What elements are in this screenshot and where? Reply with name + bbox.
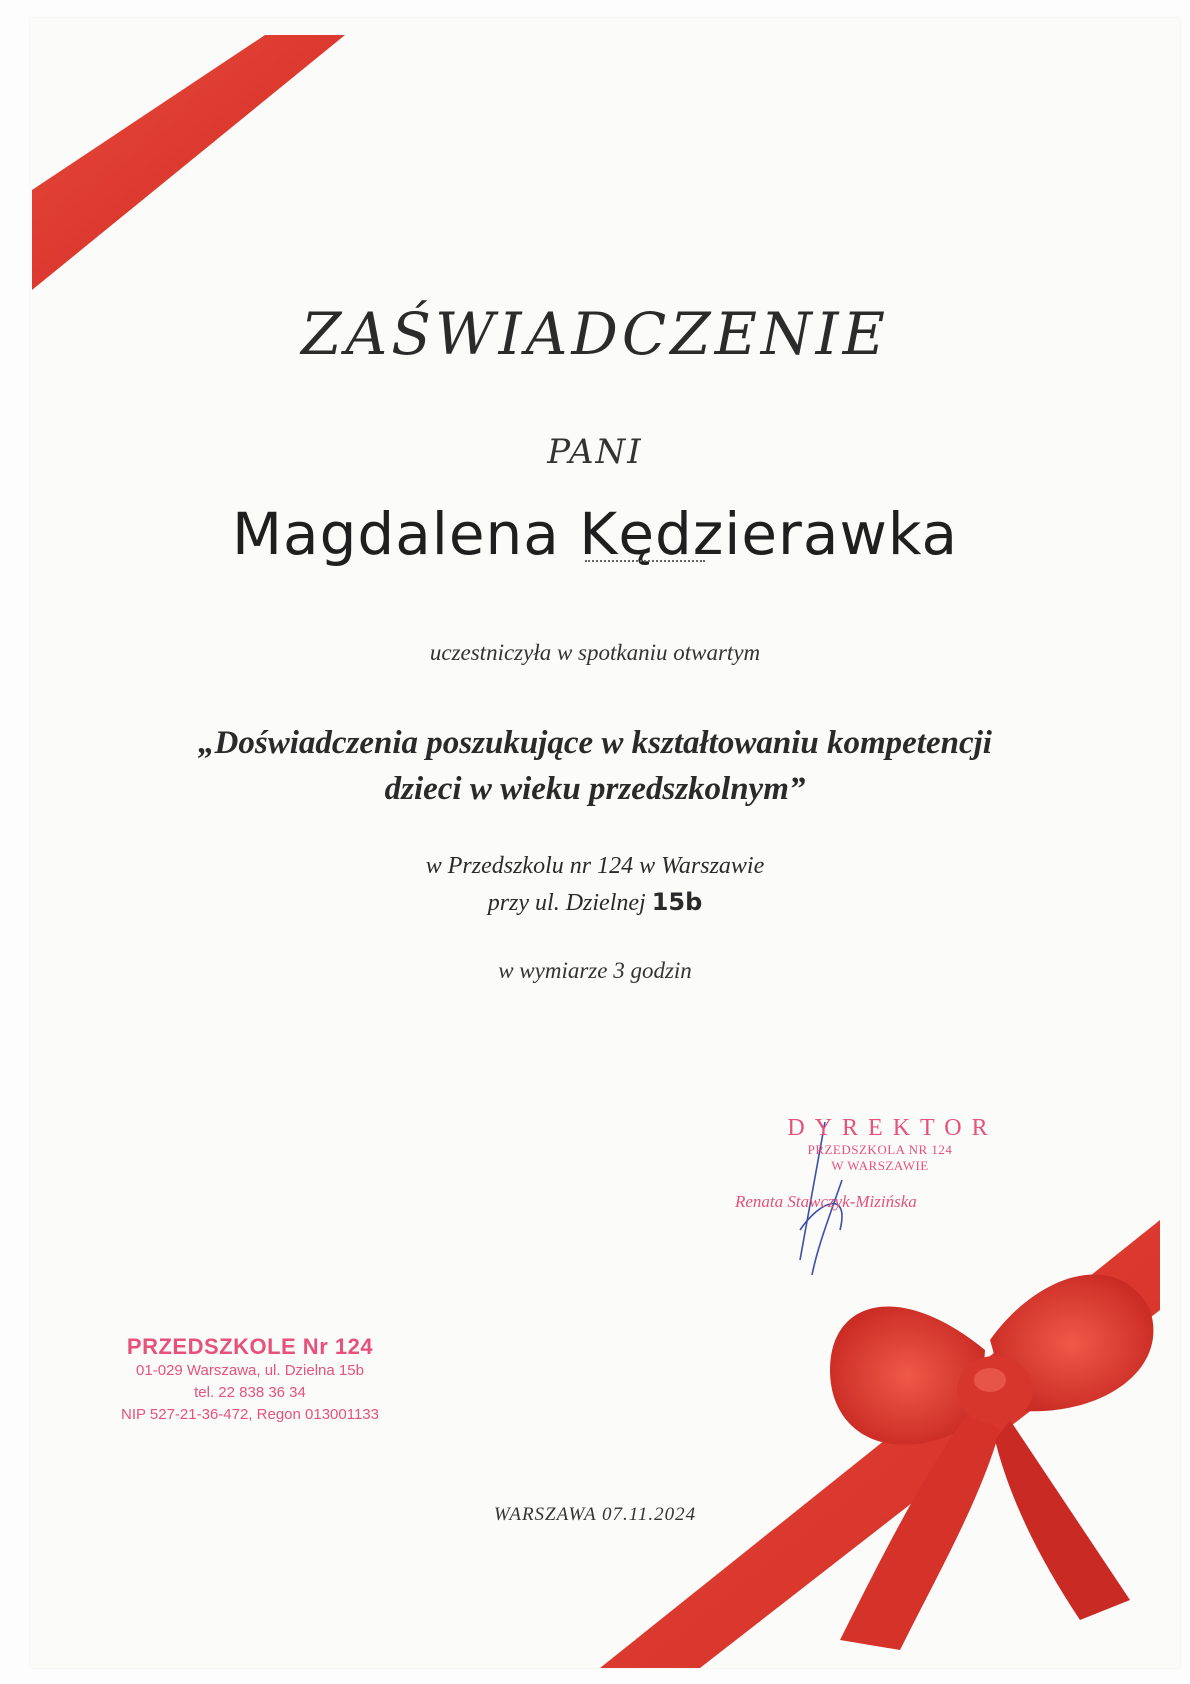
address-street: 01-029 Warszawa, ul. Dzielna 15b bbox=[136, 1362, 364, 1379]
address-phone: tel. 22 838 36 34 bbox=[194, 1384, 306, 1401]
address-org-name: PRZEDSZKOLE Nr 124 bbox=[126, 1334, 374, 1359]
issue-date: WARSZAWA 07.11.2024 bbox=[493, 1504, 697, 1525]
director-stamp bbox=[730, 1115, 1030, 1212]
stamp-role: DYREKTOR bbox=[787, 1115, 998, 1141]
name-dotted-line bbox=[585, 560, 705, 562]
place-line-2 bbox=[0, 884, 1190, 921]
topic-line-2: dzieci w wieku przedszkolnym” bbox=[384, 771, 806, 807]
top-left-ribbon bbox=[32, 35, 345, 290]
place-line-1: w Przedszkolu nr 124 w Warszawie bbox=[425, 853, 765, 879]
certificate-title: ZAŚWIADCZENIE bbox=[301, 300, 889, 368]
topic-line-1: „Doświadczenia poszukujące w kształtowaniu kompetencji bbox=[198, 725, 992, 761]
address-ids: NIP 527-21-36-472, Regon 013001133 bbox=[121, 1406, 379, 1423]
duration-text: w wymiarze 3 godzin bbox=[498, 958, 692, 983]
address-stamp bbox=[100, 1334, 400, 1426]
street-number: 15b bbox=[651, 888, 703, 916]
stamp-org-line-2: W WARSZAWIE bbox=[831, 1158, 929, 1173]
stamp-org-line-1: PRZEDSZKOLA NR 124 bbox=[807, 1142, 953, 1157]
event-topic bbox=[0, 720, 1190, 812]
street-prefix: przy ul. Dzielnej bbox=[487, 890, 646, 916]
honorific: PANI bbox=[547, 432, 643, 472]
participation-text: uczestniczyła w spotkaniu otwartym bbox=[429, 640, 761, 665]
recipient-name: Magdalena Kędzierawka bbox=[231, 500, 958, 568]
event-place bbox=[0, 848, 1190, 921]
stamp-person-name: Renata Stawczyk-Mizińska bbox=[735, 1192, 917, 1211]
